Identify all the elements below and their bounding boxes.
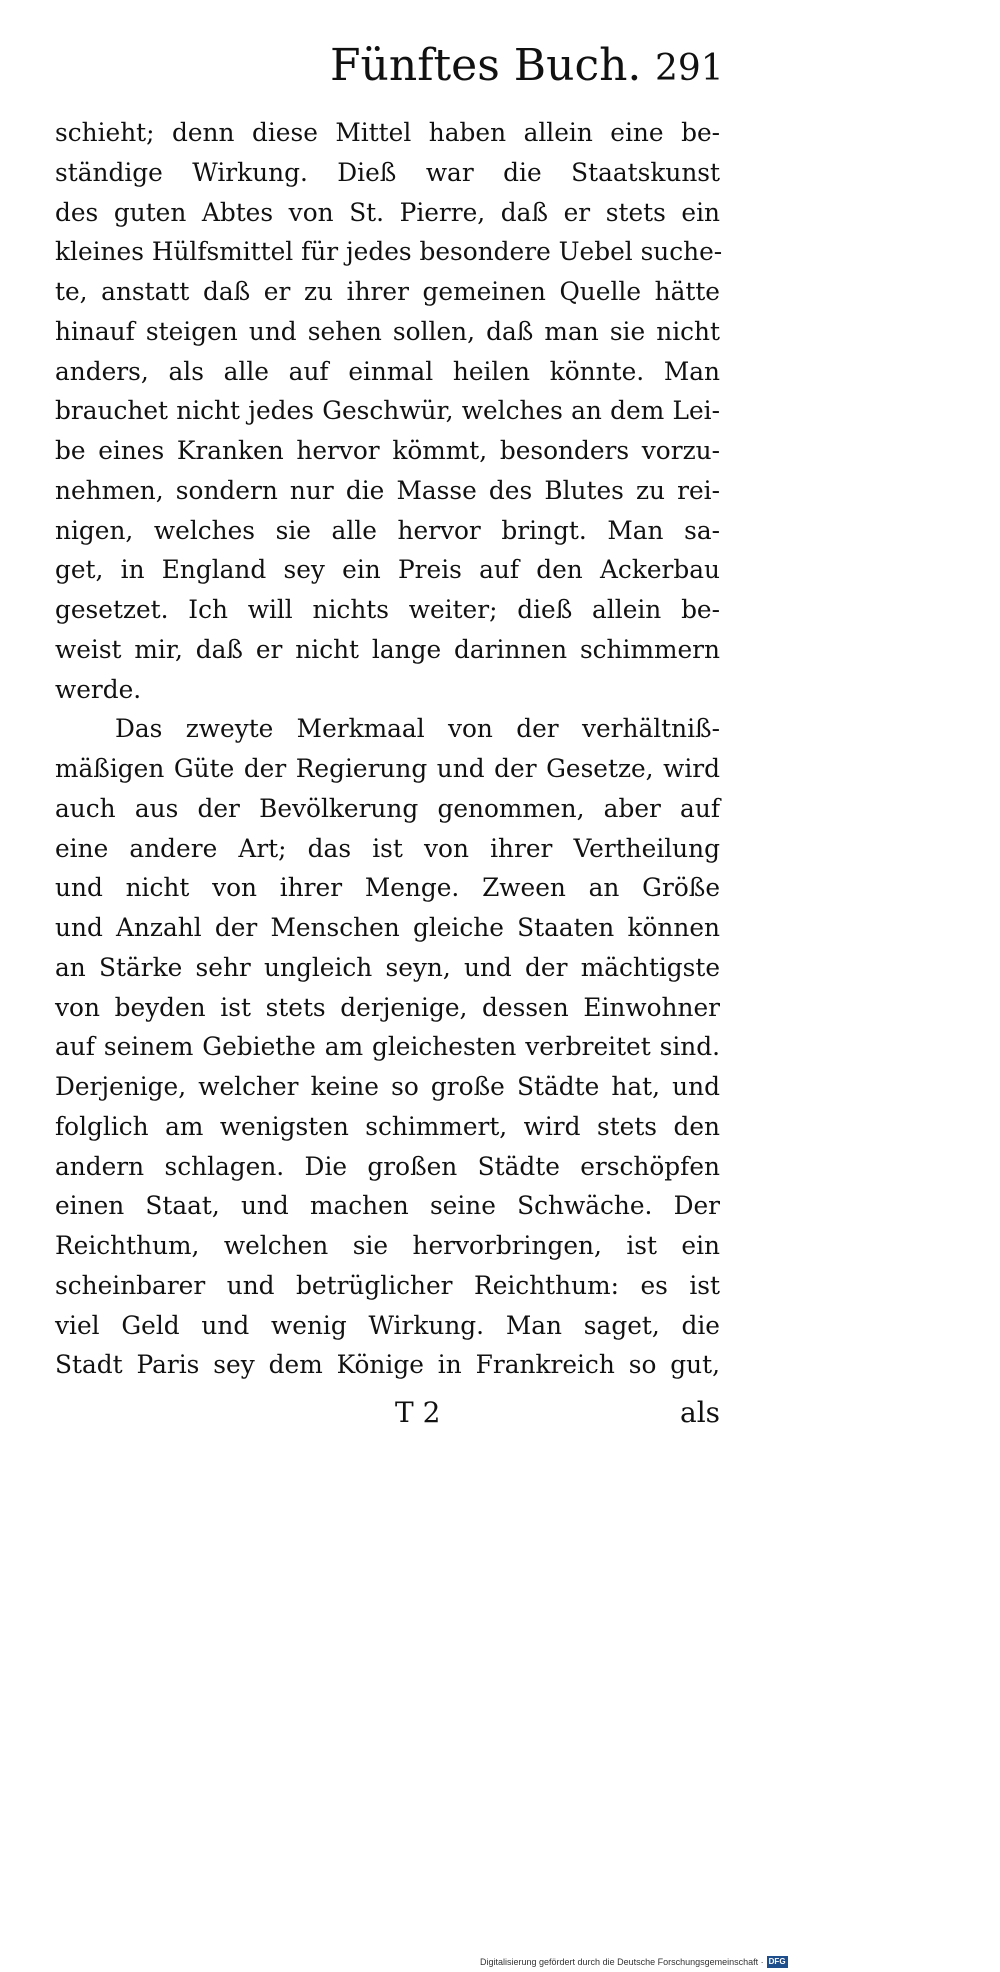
text-line: be eines Kranken hervor kömmt, besonders vorzu- [55, 436, 720, 465]
text-line: weist mir, daß er nicht lange darinnen schimmern [55, 634, 720, 664]
text-line: des guten Abtes von St. Pierre, daß er stets ein [55, 197, 720, 227]
text-line: schieht; denn diese Mittel haben allein eine be- [55, 118, 720, 147]
text-line: hinauf steigen und sehen sollen, daß man sie nicht [55, 316, 720, 346]
text-line: ständige Wirkung. Dieß war die Staatskunst [55, 157, 720, 187]
text-line: und nicht von ihrer Menge. Zween an Größe [55, 873, 720, 903]
signature-mark: T 2 [395, 1396, 441, 1429]
body-text [55, 113, 723, 1385]
text-line: auch aus der Bevölkerung genommen, aber auf [55, 793, 720, 823]
text-line: nigen, welches sie alle hervor bringt. Man sa- [55, 515, 720, 545]
text-line: folglich am wenigsten schimmert, wird stets den [55, 1111, 720, 1141]
text-line: an Stärke sehr ungleich seyn, und der mächtigste [55, 952, 720, 982]
catchword: als [680, 1396, 721, 1429]
paragraph-start-line: Das zweyte Merkmaal von der verhältniß- [115, 714, 720, 744]
text-line: und Anzahl der Menschen gleiche Staaten können [55, 913, 720, 942]
text-line: viel Geld und wenig Wirkung. Man saget, die [55, 1310, 720, 1340]
text-line: kleines Hülfsmittel für jedes besondere Uebel suche- [55, 237, 723, 267]
text-line: get, in England sey ein Preis auf den Ackerbau [55, 555, 720, 585]
text-line: anders, als alle auf einmal heilen könnte. Man [55, 356, 720, 386]
dfg-logo: DFG [768, 1957, 786, 1966]
text-line: Derjenige, welcher keine so große Städte hat, und [55, 1072, 720, 1101]
digitization-notice-text: Digitalisierung gefördert durch die Deutsche Forschungsgemeinschaft · [480, 1957, 764, 1967]
digitization-notice [480, 1955, 788, 1969]
text-line: scheinbarer und betrüglicher Reichthum: es ist [55, 1270, 720, 1300]
text-line: Reichthum, welchen sie hervorbringen, ist ein [55, 1231, 720, 1260]
text-line: auf seinem Gebiethe am gleichesten verbreitet sind. [55, 1032, 720, 1062]
text-line: gesetzet. Ich will nichts weiter; dieß allein be- [55, 595, 720, 624]
text-line: nehmen, sondern nur die Masse des Blutes zu rei- [55, 475, 720, 505]
text-line: einen Staat, und machen seine Schwäche. Der [55, 1191, 720, 1221]
text-line: brauchet nicht jedes Geschwür, welches an dem Lei- [55, 396, 720, 426]
running-title: Fünftes Buch. [330, 40, 642, 91]
text-line: von beyden ist stets derjenige, dessen Einwohner [55, 992, 720, 1022]
page-number: 291 [655, 48, 724, 89]
text-line: te, anstatt daß er zu ihrer gemeinen Quelle hätte [55, 277, 720, 306]
text-line: andern schlagen. Die großen Städte erschöpfen [55, 1151, 720, 1181]
text-line: Stadt Paris sey dem Könige in Frankreich so gut, [55, 1350, 720, 1380]
text-line: eine andere Art; das ist von ihrer Vertheilung [55, 833, 720, 863]
text-line: mäßigen Güte der Regierung und der Gesetze, wird [55, 754, 720, 783]
paragraph-end-line: werde. [55, 674, 142, 704]
